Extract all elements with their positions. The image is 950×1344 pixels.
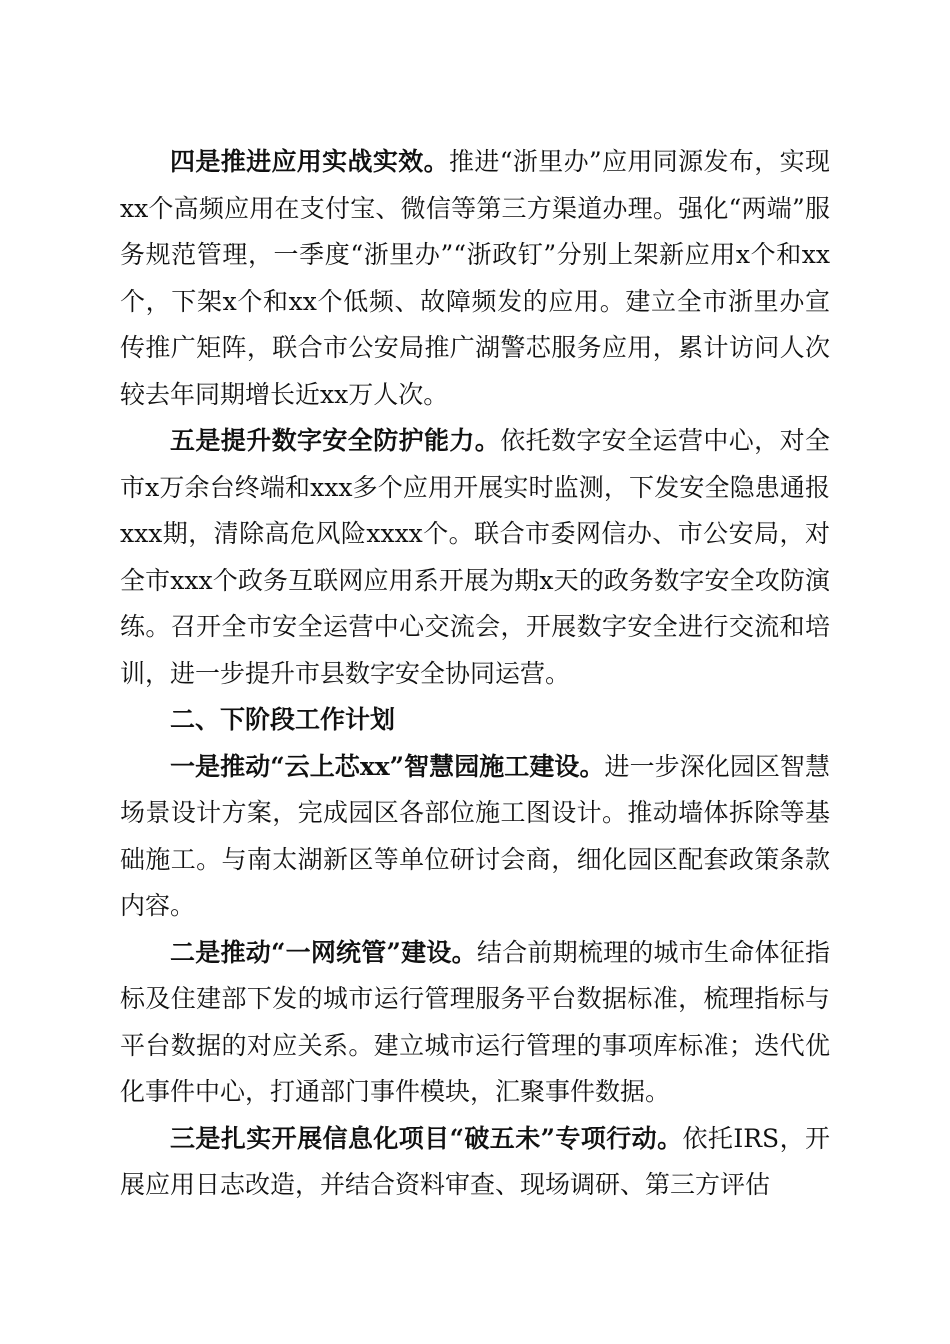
paragraph-unified-management [120,930,830,1116]
paragraph-lead: 一是推动“云上芯xx”智慧园施工建设。 [170,751,605,781]
paragraph-digital-security [120,418,830,697]
paragraph-lead: 二是推动“一网统管”建设。 [170,937,477,967]
paragraph-app-effectiveness [120,139,830,418]
paragraph-lead: 三是扎实开展信息化项目“破五未”专项行动。 [170,1123,683,1153]
paragraph-lead: 五是提升数字安全防护能力。 [170,426,501,455]
paragraph-smart-park [120,744,830,930]
paragraph-text: 进一步深化园区智慧场景设计方案，完成园区各部位施工图设计。推动墙体拆除等基础施工。与南太湖新区等单位研讨会商，细化园区配套政策条款内容。 [120,751,830,920]
paragraph-text: 依托IRS，开展应用日志改造，并结合资料审查、现场调研、第三方评估 [120,1123,831,1199]
paragraph-text: 依托数字安全运营中心，对全市x万余台终端和xxx多个应用开展实时监测，下发安全隐患通报xxx期，清除高危风险xxxx个。联合市委网信办、市公安局，对全市xxx个政务互联网应用系开展为期x天的政务数字安全攻防演练。召开全市安全运营中心交流会，开展数字安全进行交流和培训，进一步提升市县数字安全协同运营。 [120,426,830,688]
paragraph-lead: 四是推进应用实战实效。 [170,147,449,176]
paragraph-it-project-action [120,1116,830,1209]
document-body [120,139,830,1209]
paragraph-text: 推进“浙里办”应用同源发布，实现xx个高频应用在支付宝、微信等第三方渠道办理。强化“两端”服务规范管理，一季度“浙里办”“浙政钉”分别上架新应用x个和xx个，下架x个和xx个低频、故障频发的应用。建立全市浙里办宣传推广矩阵，联合市公安局推广湖警芯服务应用，累计访问人次较去年同期增长近xx万人次。 [120,147,830,409]
paragraph-text: 结合前期梳理的城市生命体征指标及住建部下发的城市运行管理服务平台数据标准，梳理指标与平台数据的对应关系。建立城市运行管理的事项库标准；迭代优化事件中心，打通部门事件模块，汇聚事件数据。 [120,937,830,1106]
section-heading: 二、下阶段工作计划 [170,705,396,734]
